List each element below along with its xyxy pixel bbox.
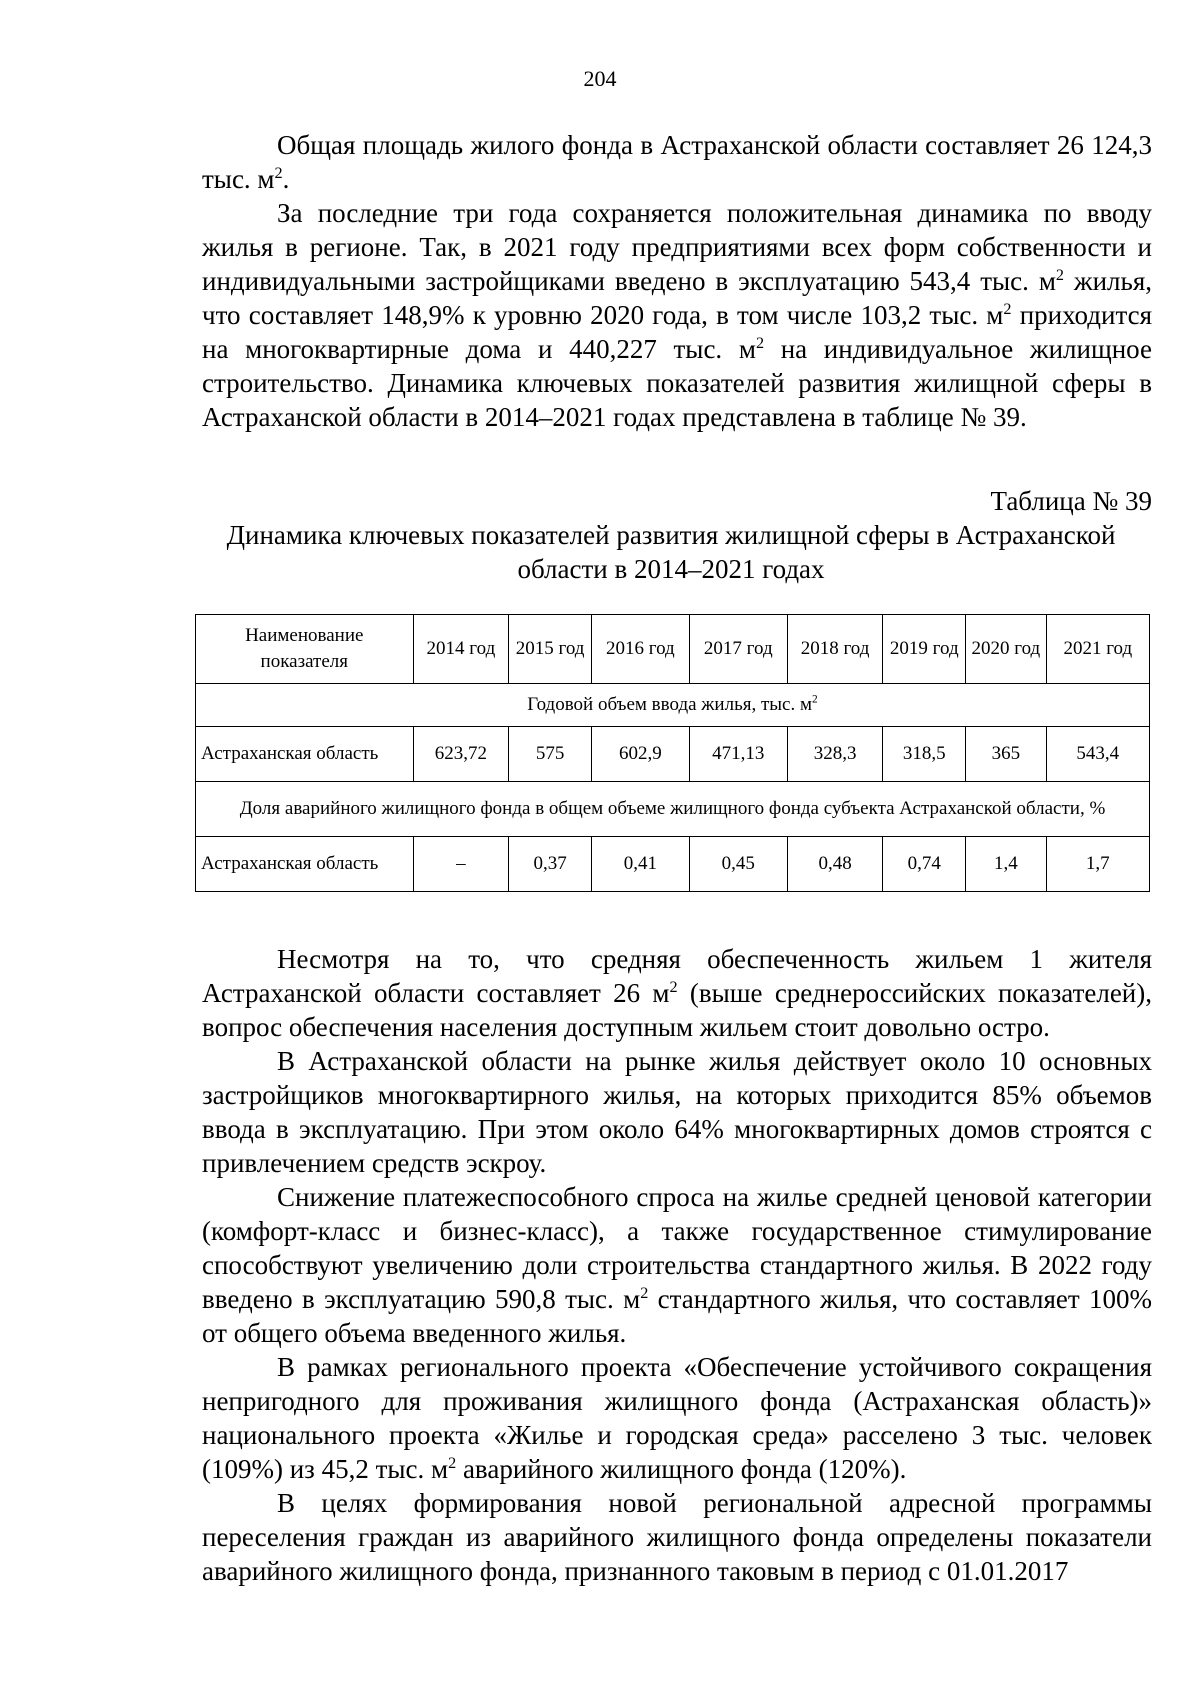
table-cell: – — [413, 837, 509, 892]
section-title — [196, 684, 1150, 727]
header-year: 2019 год — [883, 615, 966, 684]
table-cell: 0,48 — [787, 837, 883, 892]
paragraph-text: (выше среднероссийских показателей), вопрос обеспечения населения доступным жильем стоит довольно остро. — [202, 978, 1153, 1042]
table-label: Таблица № 39 — [990, 486, 1152, 516]
table-cell: 1,7 — [1046, 837, 1149, 892]
paragraph-text: В рамках регионального проекта «Обеспечение устойчивого сокращения непригодного для проживания жилищного фонда (Астраханская область)» национального проекта «Жилье и городская среда» расселено 3 тыс. человек (109%) из 45,2 тыс. м — [202, 1352, 1152, 1484]
paragraph-text: Несмотря на то, что средняя обеспеченность жильем 1 жителя Астраханской области составляет 26 м — [202, 944, 1152, 1008]
superscript: 2 — [812, 693, 818, 706]
top-text-block — [202, 128, 1152, 434]
paragraph-provision — [202, 942, 1152, 1044]
table-cell: 0,74 — [883, 837, 966, 892]
paragraph-resettlement: В целях формирования новой региональной адресной программы переселения граждан из аварийного жилищного фонда определены показатели аварийного жилищного фонда, признанного таковым в период с 01.01.2017 — [202, 1488, 1152, 1586]
table-cell: 0,37 — [509, 837, 592, 892]
header-year: 2014 год — [413, 615, 509, 684]
header-year: 2021 год — [1046, 615, 1149, 684]
header-name: Наименование показателя — [196, 615, 414, 684]
table-cell: 1,4 — [966, 837, 1046, 892]
paragraph-dynamics — [202, 196, 1152, 434]
table-cell: 575 — [509, 727, 592, 782]
indicators-table — [195, 614, 1150, 892]
header-year: 2017 год — [689, 615, 787, 684]
paragraph-text: приходится на многоквартирные дома и 440,227 тыс. м — [202, 300, 1153, 364]
page-number: 204 — [583, 66, 617, 91]
header-year: 2016 год — [591, 615, 689, 684]
superscript: 2 — [1003, 300, 1012, 318]
paragraph-text: За последние три года сохраняется положительная динамика по вводу жилья в регионе. Так, в 2021 году предприятиями всех форм собственности и индивидуальными застройщиками введено в эксплуатацию 543,4 тыс. м — [202, 198, 1152, 296]
row-label: Астраханская область — [196, 727, 414, 782]
table-row — [196, 837, 1150, 892]
section-row-housing-input — [196, 684, 1150, 727]
paragraph-total-area — [202, 128, 1152, 196]
paragraph-text: на индивидуальное жилищное строительство. Динамика ключевых показателей развития жилищной сферы в Астраханской области в 2014–2021 годах представлена в таблице № 39. — [202, 334, 1152, 432]
table-cell: 318,5 — [883, 727, 966, 782]
section-title: Доля аварийного жилищного фонда в общем объеме жилищного фонда субъекта Астраханской области, % — [196, 782, 1150, 837]
table-cell: 0,45 — [689, 837, 787, 892]
paragraph-text: аварийного жилищного фонда (120%). — [456, 1454, 907, 1484]
paragraph-text: стандартного жилья, что составляет 100% от общего объема введенного жилья. — [202, 1284, 1152, 1348]
table-cell: 623,72 — [413, 727, 509, 782]
table-cell: 471,13 — [689, 727, 787, 782]
superscript: 2 — [669, 978, 678, 996]
section-title-text: Годовой объем ввода жилья, тыс. м — [527, 694, 813, 715]
paragraph-text: . — [282, 164, 290, 194]
table-cell: 602,9 — [591, 727, 689, 782]
table-cell: 328,3 — [787, 727, 883, 782]
paragraph-text: жилья, что составляет 148,9% к уровню 2020 года, в том числе 103,2 тыс. м — [202, 266, 1152, 330]
header-year: 2018 год — [787, 615, 883, 684]
superscript: 2 — [274, 164, 283, 182]
paragraph-regional-project — [202, 1350, 1152, 1486]
superscript: 2 — [1055, 266, 1064, 284]
table-row — [196, 727, 1150, 782]
table-title: Динамика ключевых показателей развития жилищной сферы в Астраханской области в 2014–2021 годах — [226, 520, 1116, 584]
superscript: 2 — [640, 1284, 649, 1302]
table-header-row — [196, 615, 1150, 684]
table-cell: 543,4 — [1046, 727, 1149, 782]
table-cell: 0,41 — [591, 837, 689, 892]
superscript: 2 — [448, 1454, 457, 1472]
section-row-emergency-share — [196, 782, 1150, 837]
superscript: 2 — [755, 334, 765, 352]
paragraph-text: Общая площадь жилого фонда в Астраханской области составляет 26 124,3 тыс. м — [202, 130, 1152, 194]
paragraph-text: Снижение платежеспособного спроса на жилье средней ценовой категории (комфорт-класс и бизнес-класс), а также государственное стимулирование способствуют увеличению доли строительства стандартного жилья. В 2022 году введено в эксплуатацию 590,8 тыс. м — [202, 1182, 1152, 1314]
table-cell: 365 — [966, 727, 1046, 782]
row-label: Астраханская область — [196, 837, 414, 892]
paragraph-demand — [202, 1180, 1152, 1350]
header-year: 2020 год — [966, 615, 1046, 684]
bottom-text-block — [202, 942, 1152, 1588]
header-year: 2015 год — [509, 615, 592, 684]
paragraph-developers: В Астраханской области на рынке жилья действует около 10 основных застройщиков многоквартирного жилья, на которых приходится 85% объемов ввода в эксплуатацию. При этом около 64% многоквартирных домов строятся с привлечением средств эскроу. — [202, 1046, 1152, 1178]
